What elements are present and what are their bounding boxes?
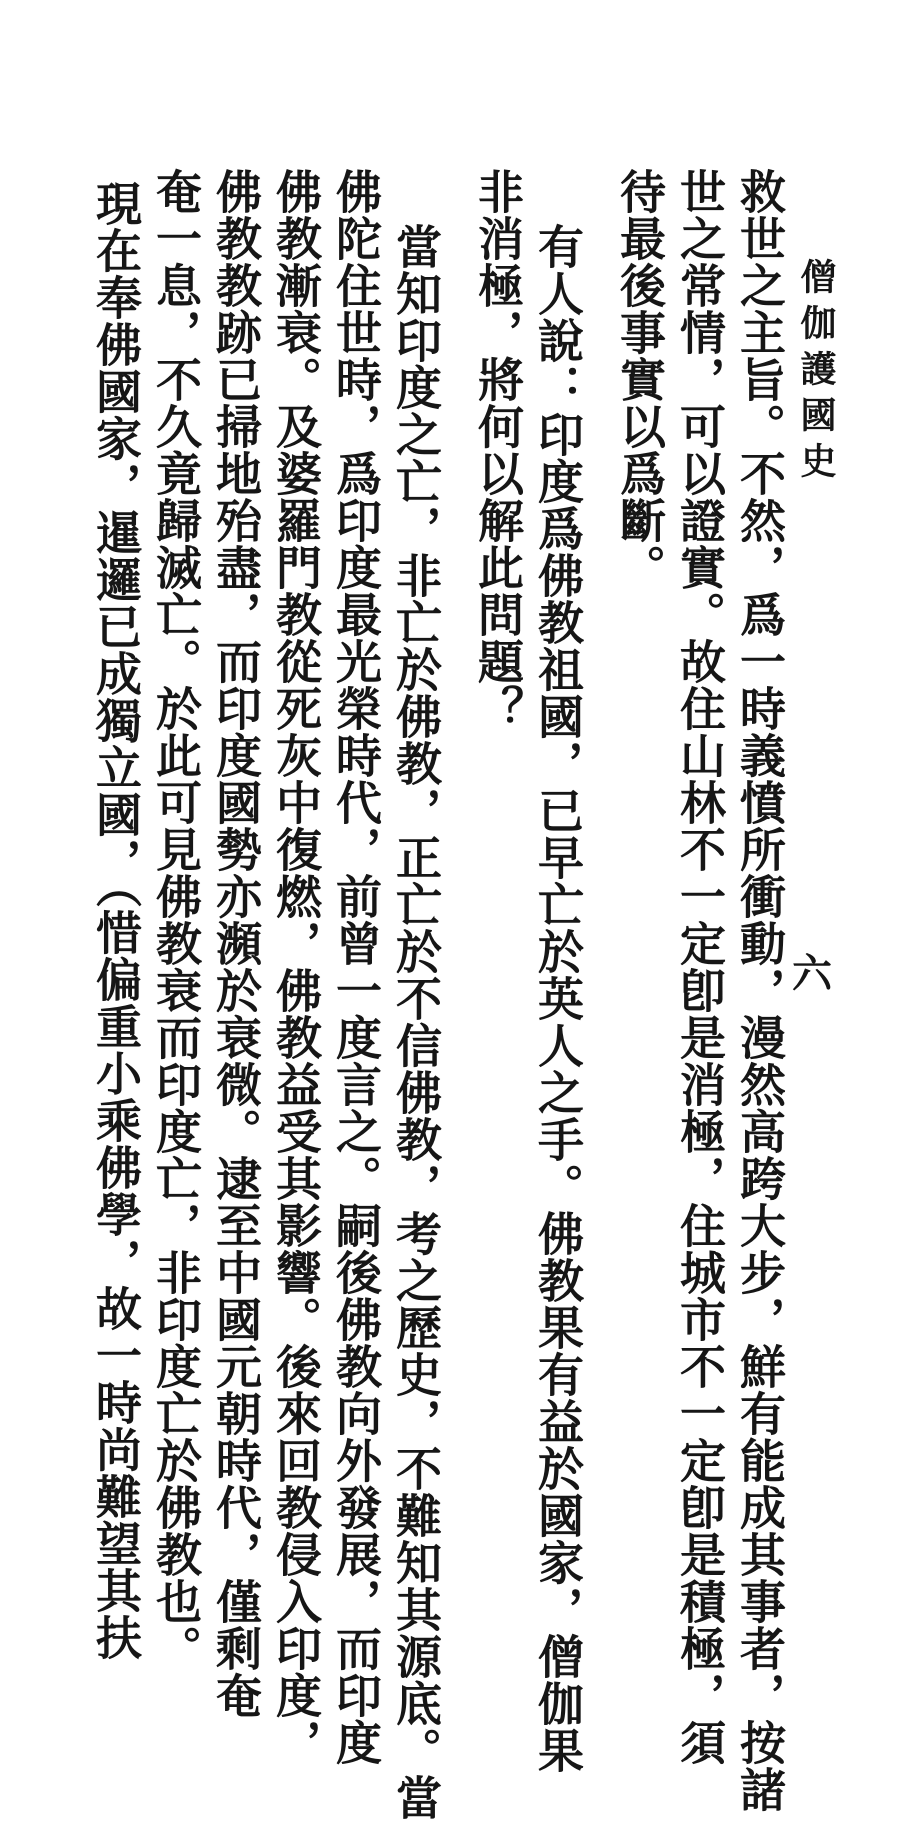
vertical-body-text	[89, 168, 790, 1821]
text-line-1: 救世之主旨。不然，爲一時義憤所衝動，漫然高跨大步，鮮有能成其事者，按諸	[733, 168, 787, 1813]
text-line-11: 現在奉佛國家，暹邏已成獨立國，（惜偏重小乘佛學，故一時尚難望其扶	[89, 179, 143, 1661]
text-line-7: 佛陀住世時，爲印度最光榮時代，前曾一度言之。嗣後佛教向外發展，而印度	[329, 168, 383, 1766]
text-line-8: 佛教漸衰。及婆羅門教從死灰中復燃，佛教益受其影響。後來回教侵入印度，	[269, 168, 323, 1766]
text-line-2: 世之常情，可以證實。故住山林不一定卽是消極，住城市不一定卽是積極，須	[673, 168, 727, 1766]
text-line-6: 當知印度之亡，非亡於佛教，正亡於不信佛教，考之歷史，不難知其源底。當	[389, 223, 443, 1821]
text-line-9: 佛教教跡已掃地殆盡，而印度國勢亦瀕於衰微。逮至中國元朝時代，僅剩奄	[209, 168, 263, 1719]
text-line-4: 有人說：印度爲佛教祖國，已早亡於英人之手。佛教果有益於國家，僧伽果	[531, 223, 585, 1775]
paragraph-gap	[446, 168, 468, 1268]
text-line-10: 奄一息，不久竟歸滅亡。於此可見佛教衰而印度亡，非印度亡於佛教也。	[149, 168, 203, 1672]
page-number: 六	[792, 950, 832, 997]
paragraph-gap	[588, 168, 610, 1268]
text-line-5: 非消極，將何以解此問題？	[471, 168, 525, 732]
running-header-title: 僧伽護國史	[795, 258, 837, 488]
text-line-3: 待最後事實以爲斷。	[613, 168, 667, 591]
